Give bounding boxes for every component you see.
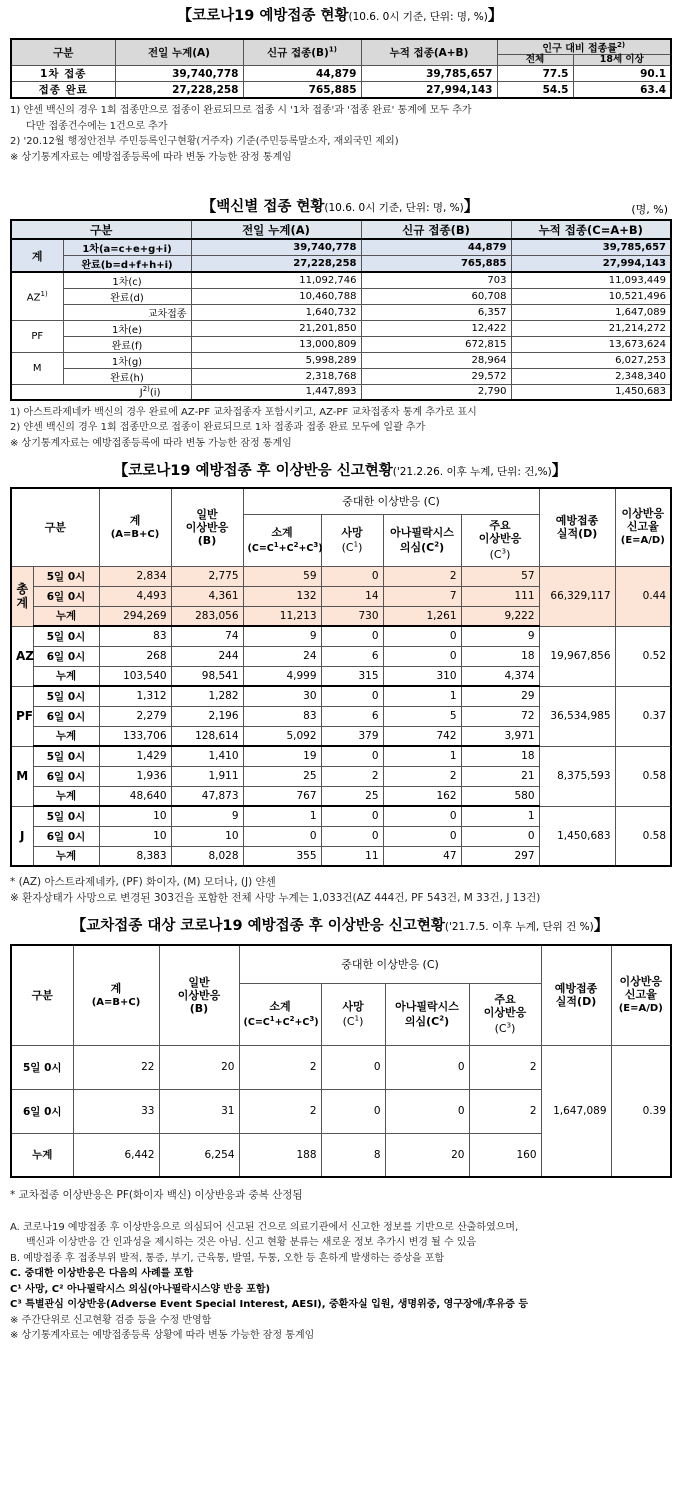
performance-cell: 8,375,593: [539, 746, 615, 806]
table-row: AZ$^{1)}$ 1차(c) 11,092,746 703 11,093,449: [11, 272, 671, 289]
table-row: $J^{2)}(i)$ 1,447,893 2,790 1,450,683: [11, 385, 671, 400]
vaccine-type-table: 구분 전일 누계(A) 신규 접종(B) 누적 접종(C=A+B) 계 1차(a=c+e+g+i) 39,740,778 44,879 39,785,657 완료(b=d+f+h+i) 27,228,258 765,885 27,994,143 AZ$^{1)}$ 1차(c) 11,092,746 703 11,093,449 완료(d) 10,460,788 60,708 10,521,496 교차접종 1,640,732 6,357 1,647,089 PF 1차(e) 21,201,850 12,422 21,214,272 완료(f) 13,000,809 672,815 13,673,624 M 1차(g) 5,998,289 28,964 6,027,253 완료(h) 2,318,768 29,572 2,348,340 $J^{2)}(i)$ 1,447,893 2,790 1,450,683: [10, 219, 672, 400]
table-row: 완료(b=d+f+h+i) 27,228,258 765,885 27,994,143: [11, 256, 671, 273]
table-row: 6일 0시 1,936 1,911 25 2 2 21: [11, 766, 671, 786]
table-row: J 5일 0시 10 9 1 0 0 1 1,450,683 0.58: [11, 806, 671, 826]
table-row: 계 1차(a=c+e+g+i) 39,740,778 44,879 39,785,657: [11, 239, 671, 256]
performance-cell: 1,450,683: [539, 806, 615, 866]
unit-label: (명, %): [631, 203, 668, 217]
table-row: 6일 0시 33 31 2 0 0 2: [11, 1089, 671, 1133]
table-row: AZ 5일 0시 83 74 9 0 0 9 19,967,856 0.52: [11, 626, 671, 646]
group-label: PF: [11, 686, 33, 746]
table-row: 누계 8,383 8,028 355 11 47 297: [11, 846, 671, 866]
cross-vaccination-notes: * 교차접종 이상반응은 PF(화이자 백신) 이상반응과 중복 산정됨: [10, 1189, 303, 1202]
vaccination-status-title: 【코로나19 예방접종 현황(10.6. 0시 기준, 단위: 명, %)】: [177, 6, 503, 24]
col-rate: 인구 대비 접종률$^{2)}$: [497, 39, 671, 55]
table-row: M 5일 0시 1,429 1,410 19 0 1 18 8,375,593 0.58: [11, 746, 671, 766]
cross-vaccination-table: 구분 계 (A=B+C) 일반 이상반응 (B) 중대한 이상반응 (C) 예방접종 실적(D) 이상반응 신고율 (E=A/D) 소계 $(C=C^1+C^2+C^3)$ 사망 $(C^1)$ 아나필락시스 의심$(C^2)$ 주요 이상반응 $(C^3)$ 5일 0시 22 20 2 0 0 2 1,647,089 0.39 6일 0시 33 31 2 0 0 2 누계 6,442 6,254 188 8 20 160: [10, 944, 672, 1178]
table-row: 접종 완료 27,228,258 765,885 27,994,143 54.5 63.4: [11, 82, 671, 99]
table-row: 완료(h) 2,318,768 29,572 2,348,340: [11, 369, 671, 385]
performance-cell: 1,647,089: [541, 1045, 611, 1177]
rate-cell: 0.44: [615, 566, 671, 626]
col-gubun: 구분: [11, 39, 115, 66]
adverse-event-notes: * (AZ) 아스트라제네카, (PF) 화이자, (M) 모더나, (J) 얀센 ※ 환자상태가 사망으로 변경된 303건을 포함한 전체 사망 누계는 1,033건(AZ 444건, PF 543건, M 33건, J 13건): [10, 876, 541, 904]
vaccine-type-notes: 1) 아스트라제네카 백신의 경우 완료에 AZ-PF 교차접종자 포함시키고, AZ-PF 교차접종자 통계 추가로 표시 2) 얀센 백신의 경우 1회 접종만으로 접종이 완료되므로 1차 접종과 접종 완료 모두에 일괄 추가 ※ 상기통계자료는 예방접종등록에 따라 변동 가능한 잠정 통계임: [10, 406, 477, 449]
table-row: 6일 0시 268 244 24 6 0 18: [11, 646, 671, 666]
group-label: M: [11, 746, 33, 806]
table-row: 누계 103,540 98,541 4,999 315 310 4,374: [11, 666, 671, 686]
performance-cell: 66,329,117: [539, 566, 615, 626]
cross-vaccination-title: 【교차접종 대상 코로나19 예방접종 후 이상반응 신고현황('21.7.5. 이후 누계, 단위 건 %)】: [71, 916, 609, 935]
col-prev: 전일 누계(A): [115, 39, 243, 66]
table-row-cross: 교차접종 1,640,732 6,357 1,647,089: [11, 305, 671, 321]
table-row: 완료(f) 13,000,809 672,815 13,673,624: [11, 337, 671, 353]
table-row: PF 5일 0시 1,312 1,282 30 0 1 29 36,534,985 0.37: [11, 686, 671, 706]
rate-cell: 0.39: [611, 1045, 671, 1177]
col-rate-all: 전체: [497, 55, 573, 66]
table-row: 누계 133,706 128,614 5,092 379 742 3,971: [11, 726, 671, 746]
table-row: 누계 48,640 47,873 767 25 162 580: [11, 786, 671, 806]
group-label: AZ: [11, 626, 33, 686]
adverse-event-title: 【코로나19 예방접종 후 이상반응 신고현황('21.2.26. 이후 누계, 단위: 건,%)】: [113, 461, 567, 480]
col-new: 신규 접종$(B)^{1)}$: [243, 39, 361, 66]
vaccination-status-notes: 1) 얀센 백신의 경우 1회 접종만으로 접종이 완료되므로 접종 시 '1차 접종'과 '접종 완료' 통계에 모두 추가 다만 접종건수에는 1건으로 추가 2) '20.12월 행정안전부 주민등록인구현황(거주자) 기준(주민등록말소자, 재외국민 제외) ※ 상기통계자료는 예방접종등록에 따라 변동 가능한 잠정 통계임: [10, 105, 472, 163]
table-row: 6일 0시 10 10 0 0 0 0: [11, 826, 671, 846]
table-row: 1차 접종 39,740,778 44,879 39,785,657 77.5 90.1: [11, 66, 671, 82]
table-row: 총계 5일 0시 2,834 2,775 59 0 2 57 66,329,117 0.44: [11, 566, 671, 586]
rate-cell: 0.52: [615, 626, 671, 686]
rate-cell: 0.37: [615, 686, 671, 746]
report-page: [0, 4, 680, 1504]
table-row: 5일 0시 22 20 2 0 0 2 1,647,089 0.39: [11, 1045, 671, 1089]
performance-cell: 36,534,985: [539, 686, 615, 746]
table-row: PF 1차(e) 21,201,850 12,422 21,214,272: [11, 321, 671, 337]
rate-cell: 0.58: [615, 746, 671, 806]
table-row: M 1차(g) 5,998,289 28,964 6,027,253: [11, 353, 671, 369]
footer-notes: A. 코로나19 예방접종 후 이상반응으로 의심되어 신고된 건으로 의료기관에서 신고한 정보를 기반으로 산출하였으며, 백신과 이상반응 간 인과성을 제시하는 것은 아님. 신고 현황 분류는 새로운 정보 추가시 변경 될 수 있음 B. 예방접종 후 접종부위 발적, 통증, 부기, 근육통, 발열, 두통, 오한 등 흔하게 발생하는 증상을 포함 C. 중대한 이상반응은 다음의 사례를 포함 C¹ 사망, C² 아나필락시스 의심(아나필락시스양 반응 포함) C³ 특별관심 이상반응(Adverse Event Special Interest, AESI), 중환자실 입원, 생명위중, 영구장애/후유증 등 ※ 주간단위로 신고현황 검증 등을 수정 반영함 ※ 상기통계자료는 예방접종등록 상황에 따라 변동 가능한 잠정 통계임: [10, 1221, 529, 1342]
vaccination-status-table: [10, 38, 672, 99]
vaccine-type-title: 【백신별 접종 현황(10.6. 0시 기준, 단위: 명, %)】: [201, 197, 479, 216]
rate-cell: 0.58: [615, 806, 671, 866]
group-label: 총계: [11, 566, 33, 626]
col-rate-18: 18세 이상: [573, 55, 671, 66]
table-row: 누계 6,442 6,254 188 8 20 160: [11, 1133, 671, 1177]
col-cum: 누적 접종(A+B): [361, 39, 497, 66]
adverse-event-table: 구분 계 (A=B+C) 일반 이상반응 (B) 중대한 이상반응 (C) 예방접종 실적(D) 이상반응 신고율 (E=A/D) 소계 $(C=C^1+C^2+C^3)$ 사망 $(C^1)$ 아나필락시스 의심$(C^2)$ 주요 이상반응 $(C^3)$ 총계 5일 0시 2,834 2,775 59 0 2 57 66,329,117 0.44 6일 0시 4,493 4,361 132 14 7 111 누계 294,269 283,056 11,213 730 1,261 9,222 AZ 5일 0시 83 74 9 0 0 9 19,967,856 0.52 6일 0시 268 244 24 6 0 18 누계 103,540 98,541 4,999 315 310 4,374 PF 5일 0시 1,312 1,282 30 0 1 29 36,534,985 0.37 6일 0시 2,279 2,196 83 6 5 72 누계 133,706 128,614 5,092 379 742 3,971 M 5일 0시 1,429 1,410 19 0 1 18 8,375,593 0.58 6일 0시 1,936 1,911 25 2 2 21 누계 48,640 47,873 767 25 162 580 J 5일 0시 10 9 1 0 0 1 1,450,683 0.58 6일 0시 10 10 0 0 0 0 누계 8,383 8,028 355 11 47 297: [10, 487, 672, 867]
table-row: 6일 0시 2,279 2,196 83 6 5 72: [11, 706, 671, 726]
group-label: J: [11, 806, 33, 866]
table-row: 완료(d) 10,460,788 60,708 10,521,496: [11, 289, 671, 305]
table-row: 누계 294,269 283,056 11,213 730 1,261 9,222: [11, 606, 671, 626]
table-row: 6일 0시 4,493 4,361 132 14 7 111: [11, 586, 671, 606]
performance-cell: 19,967,856: [539, 626, 615, 686]
